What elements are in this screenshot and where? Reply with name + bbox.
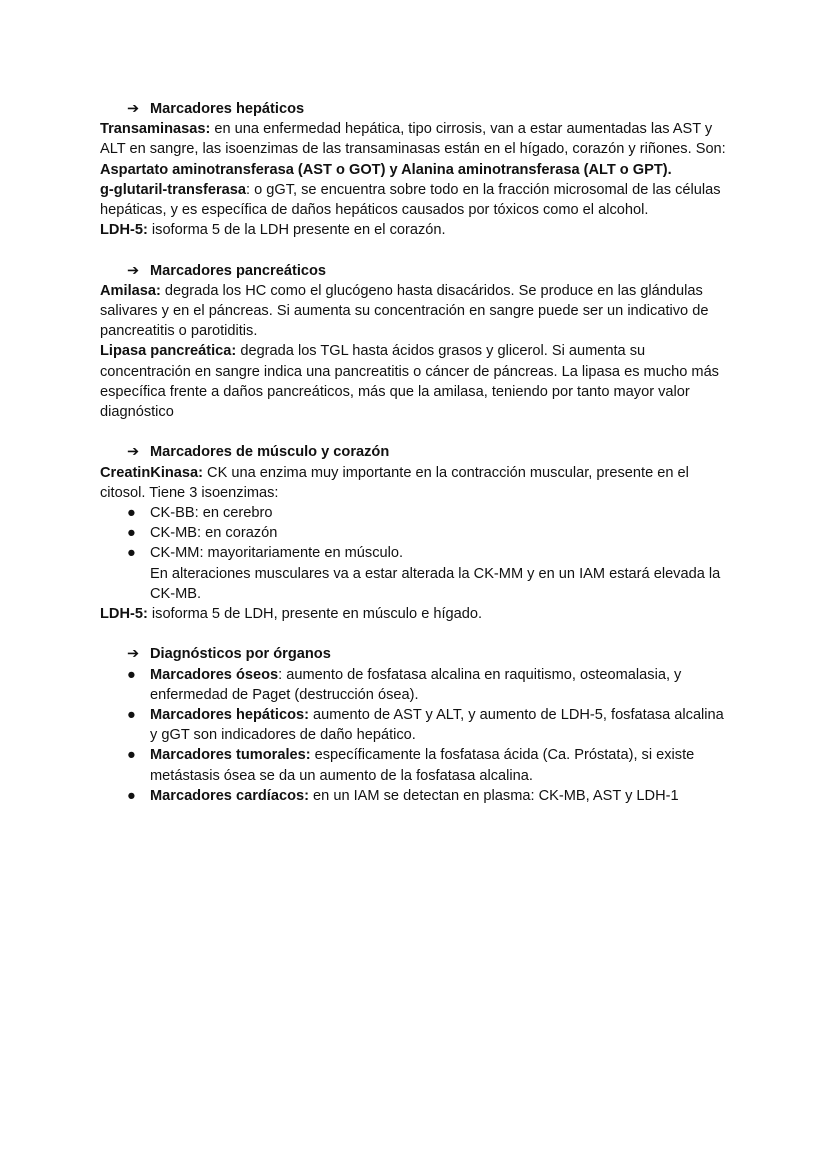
paragraph-lipasa: Lipasa pancreática: degrada los TGL hasta ácidos grasos y glicerol. Si aumenta su concentración en sangre indica una pancreatitis o cáncer de páncreas. La lipasa es mucho más específica frente a daños pancreáticos, más que la amilasa, teniendo por tanto mayor valor diagnóstico (100, 343, 719, 421)
heading-diagnosticos: ➔ Diagnósticos por órganos (100, 644, 732, 664)
list-item: ● CK-MM: mayoritariamente en músculo. En alteraciones musculares va a estar alterada la CK-MM y en un IAM estará elevada la CK-MB. (127, 545, 721, 602)
arrow-icon: ➔ (127, 444, 140, 461)
arrow-icon: ➔ (127, 101, 140, 117)
list-item: ● Marcadores óseos: aumento de fosfatasa alcalina en raquitismo, osteomalasia, y enfermedad de Paget (destrucción ósea). (127, 666, 682, 703)
arrow-icon: ➔ (127, 646, 140, 663)
bullet-icon: ● (127, 707, 136, 724)
list-item: ● Marcadores hepáticos: aumento de AST y ALT, y aumento de LDH-5, fosfatasa alcalina y gGT son indicadores de daño hepático. (127, 707, 724, 744)
heading-musculo-corazon: ➔ Marcadores de músculo y corazón (100, 442, 732, 462)
paragraph-transaminasas: Transaminasas: en una enfermedad hepática, tipo cirrosis, van a estar aumentadas las AST y ALT en sangre, las isoenzimas de las transaminasas están en el hígado, corazón y riñones. Son: Aspartato aminotransferasa (AST o GOT) y Alanina aminotransferasa (ALT o GPT). (100, 121, 726, 178)
bullet-icon: ● (127, 747, 136, 764)
list-item: ● CK-MB: en corazón (100, 523, 732, 543)
diagnostics-list (100, 665, 732, 806)
bullet-icon: ● (127, 666, 136, 683)
paragraph-ldh5: LDH-5: isoforma 5 de la LDH presente en el corazón. (100, 222, 446, 239)
document-page (100, 99, 732, 806)
list-item: ● Marcadores tumorales: específicamente la fosfatasa ácida (Ca. Próstata), si existe metástasis ósea se da un aumento de la fosfatasa alcalina. (127, 747, 695, 784)
paragraph-amilasa: Amilasa: degrada los HC como el glucógeno hasta disacáridos. Se produce en las glándulas salivares y en el páncreas. Si aumenta su concentración en sangre puede ser un indicativo de pancreatitis o parotiditis. (100, 282, 709, 340)
bullet-icon: ● (127, 525, 136, 542)
list-item: ● Marcadores cardíacos: en un IAM se detectan en plasma: CK-MB, AST y LDH-1 (100, 786, 732, 806)
paragraph-creatinkinasa: CreatinKinasa: CK una enzima muy importante en la contracción muscular, presente en el citosol. Tiene 3 isoenzimas: (100, 464, 689, 501)
bullet-icon: ● (127, 545, 136, 562)
paragraph-ggt: g-glutaril-transferasa: o gGT, se encuentra sobre todo en la fracción microsomal de las células hepáticas, y es específica de daños hepáticos causados por tóxicos como el alcohol. (100, 181, 721, 219)
isoenzyme-list (100, 503, 732, 604)
bullet-icon: ● (127, 505, 136, 522)
paragraph-ldh5-musculo: LDH-5: isoforma 5 de LDH, presente en músculo e hígado. (100, 606, 483, 623)
heading-marcadores-hepaticos: ➔ Marcadores hepáticos (100, 99, 732, 119)
heading-marcadores-pancreaticos: ➔ Marcadores pancreáticos (100, 261, 732, 281)
list-item: ● CK-BB: en cerebro (100, 503, 732, 523)
arrow-icon: ➔ (127, 262, 140, 279)
bullet-icon: ● (127, 787, 136, 804)
